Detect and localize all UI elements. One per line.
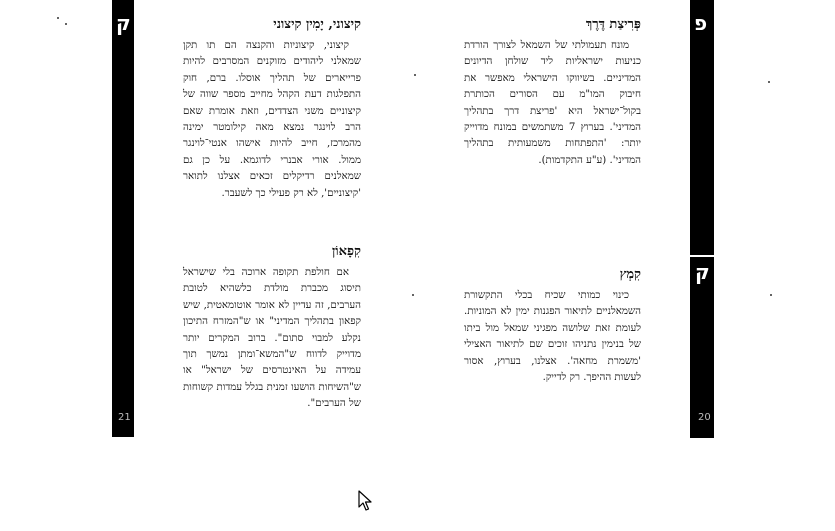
entry-body: מונח תעמולתי של השמאל לצורך הורדת כניעות ישראליות ליד שולחן הדיונים המדיניים. בשיווקו הישראלי מאפשר את חיבוק המו"מ עם הסורים הכותרת בקול־ישראל היא 'פריצת דרך בתהליך המדיני'. בערוץ 7 משתמשים במונח מדוייק יותר: 'התפתחות משמעותית בתהליך המדיני'. (ע"ע התקדמות). <box>464 40 641 166</box>
scan-speck <box>65 23 67 25</box>
left-tab-letter: ק <box>116 11 131 35</box>
scan-speck <box>57 17 59 19</box>
right-page-number: 20 <box>698 412 711 423</box>
right-tab-letter-pe: פ <box>694 11 708 35</box>
scan-speck <box>770 294 772 296</box>
right-tab-divider <box>690 255 714 257</box>
mouse-cursor-icon <box>358 490 372 512</box>
entry-title: קִפָאוֹן <box>331 244 361 259</box>
entry-kipaon <box>183 243 361 413</box>
entry-body: אם חולפת תקופה ארוכה בלי שישראל תיסוג מכברת מולדת כלשהיא לטובת הערבים, זה עדיין לא אומר אוטומאטית, שיש קפאון בתהליך המדיני" או ש"המזרח התיכון נקלע למבוי סתום". ברוב המקרים יותר מדוייק לדווח ש"המשא־ומתן נמשך תוך עמידה על האינטרסים של ישראל" או ש"השיחות הושעו זמנית בגלל עמדות קשוחות של הערבים". <box>183 267 361 410</box>
entry-title: קיצוני, יָמִין קיצוני <box>273 17 361 32</box>
entry-body: כינוי כמותי שכיח בכלי התקשורת השמאלניים לתיאור הפגנות ימין לא המוניות. לעומת זאת שלושה מפגיני שמאל מול ביתו של בנימין נתניהו זוכים שם לתיאור האצילי 'משמרת מחאה'. אצלנו, בערוץ, אסור לעשות ההיפך. רק לדייק. <box>464 290 641 384</box>
right-tab-letter-qof: ק <box>695 260 710 284</box>
entry-kometz <box>464 266 641 386</box>
scan-speck <box>768 81 770 83</box>
scan-speck <box>414 74 416 76</box>
entry-title: קִמְץ <box>619 267 641 282</box>
left-tab-bar <box>112 0 134 437</box>
entry-kitzoni <box>183 16 361 202</box>
entry-body: קיצוני, קיצוניות והקנצה הם תו תקן שמאלני ליהודים מזוקנים המסרבים להיות פרייארים של תהליך אוסלו. ברם, חוק התפלגות דעת הקהל מחייב מספר שווה של קיצוניים משני הצדדים, וזאת אומרת שאם הרב לוינגר נמצא מאה קילומטר ימינה מהמרכז, חייב להיות אישהו אנטי־לוינגר ממול. אורי אבנרי לדוגמא. על כן גם שמאלנים רדיקלים זכאים אצלנו לתואר 'קיצוניים', לא רק פעילי כך לשעבר. <box>183 40 361 199</box>
left-page-number: 21 <box>118 412 131 423</box>
right-tab-bar <box>690 0 714 438</box>
scan-speck <box>412 294 414 296</box>
entry-title: פְּרִיצַת דֶּרֶךְ <box>585 17 641 32</box>
entry-pritzat-derech <box>464 16 641 169</box>
